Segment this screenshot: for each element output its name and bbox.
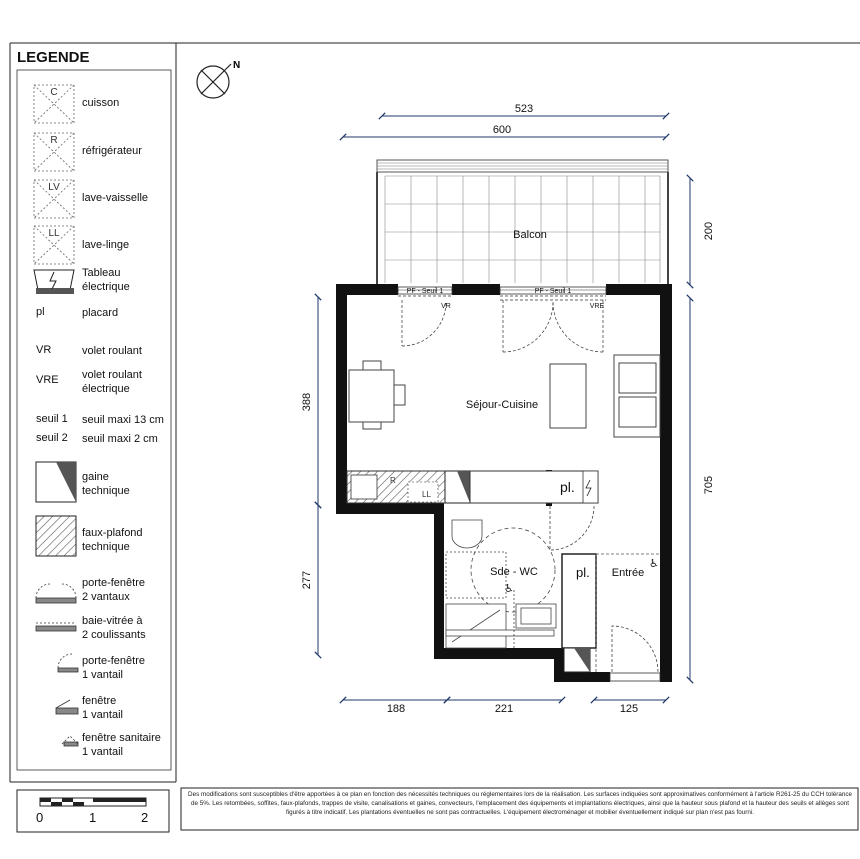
- dim-left-upper: 388: [301, 392, 313, 412]
- kitchen-duct: [445, 471, 470, 503]
- pf-right-label: PF - Seuil 1: [534, 288, 572, 295]
- dim-top-inner: 523: [514, 103, 534, 115]
- dim-right-main: 705: [703, 475, 715, 495]
- room-bath: Sde - WC: [490, 566, 538, 578]
- bathroom-window-icon: [62, 736, 78, 746]
- legend-code-vre: VRE: [36, 374, 59, 386]
- legend-code-ll: LL: [48, 228, 60, 239]
- vr-label: VR: [441, 303, 451, 310]
- scale-bar: [40, 798, 146, 806]
- compass-letter: N: [233, 60, 241, 71]
- room-entry: Entrée: [611, 567, 645, 579]
- legend-baie-vitree: baie-vitrée à 2 coulissants: [82, 615, 146, 641]
- kitchen-cupboard: [470, 471, 598, 503]
- svg-text:♿: ♿: [649, 557, 659, 570]
- legend-volet-roulant-electrique: volet roulant électrique: [82, 369, 142, 395]
- dim-bottom-1: 188: [386, 703, 406, 715]
- compass-icon: [197, 64, 231, 98]
- legend-porte-fenetre-2: porte-fenêtre 2 vantaux: [82, 577, 145, 603]
- kitchen-r-label: R: [390, 476, 396, 485]
- sliding-bay-icon: [36, 623, 76, 631]
- svg-text:♿: ♿: [504, 582, 514, 595]
- room-balcony: Balcon: [513, 229, 547, 241]
- legend-code-seuil-2: seuil 2: [36, 432, 68, 444]
- legend-code-lv: LV: [48, 182, 60, 193]
- legend-code-vr: VR: [36, 344, 52, 356]
- furniture: [349, 355, 660, 437]
- balcony: [377, 160, 668, 285]
- windows-top: [398, 287, 606, 352]
- dim-bottom-2: 221: [494, 703, 514, 715]
- legend-seuil-1: seuil maxi 13 cm: [82, 414, 164, 426]
- window-1-leaf-icon: [56, 700, 78, 714]
- legend-cuisson: cuisson: [82, 97, 120, 109]
- legend-tableau-electrique: Tableau électrique: [82, 267, 130, 293]
- legend-placard: placard: [82, 307, 119, 319]
- legend-volet-roulant: volet roulant: [82, 345, 142, 357]
- french-window-1-leaf-icon: [58, 654, 78, 672]
- scale-label-1: 1: [89, 810, 97, 825]
- legend-code-seuil-1: seuil 1: [36, 413, 68, 425]
- legend-fenetre-sanitaire: fenêtre sanitaire 1 vantail: [82, 732, 161, 758]
- legend-code-pl: pl: [36, 306, 45, 318]
- legend-seuil-2: seuil maxi 2 cm: [82, 433, 158, 445]
- false-ceiling-icon: [36, 516, 76, 556]
- french-window-2-leaves-icon: [36, 584, 76, 603]
- dim-bottom-3: 125: [619, 703, 639, 715]
- legend-refrigerateur: réfrigérateur: [82, 145, 142, 157]
- room-living: Séjour-Cuisine: [465, 399, 539, 411]
- electrical-panel-icon: [34, 270, 74, 294]
- pf-left-label: PF - Seuil 1: [406, 288, 444, 295]
- pl-entry-label: pl.: [576, 565, 590, 580]
- dim-top-outer: 600: [492, 124, 512, 136]
- legend-lave-vaisselle: lave-vaisselle: [82, 192, 149, 204]
- legend-fenetre-1: fenêtre 1 vantail: [82, 695, 123, 721]
- scale-label-2: 2: [141, 810, 149, 825]
- legend-code-c: C: [50, 87, 58, 98]
- dim-right-balcony: 200: [703, 221, 715, 241]
- legend-title: LEGENDE: [17, 49, 90, 66]
- legend-faux-plafond: faux-plafond technique: [82, 527, 143, 553]
- legend-porte-fenetre-1: porte-fenêtre 1 vantail: [82, 655, 145, 681]
- legend-code-r: R: [50, 135, 58, 146]
- duct-icon: [36, 462, 76, 502]
- vre-label: VRE: [589, 303, 605, 310]
- legend-gaine-technique: gaine technique: [82, 471, 130, 497]
- scale-label-0: 0: [36, 810, 44, 825]
- kitchen-ll-label: LL: [422, 490, 431, 499]
- dim-left-lower: 277: [301, 570, 313, 590]
- interior-door-swing: [550, 506, 594, 550]
- disclaimer-note: Des modifications sont susceptibles d'être apportées à ce plan en fonction des nécessités techniques ou réglementaires lors de la réalisation. Les surfaces indiquées sont approximatives conformément à l'article R261-25 du CCH tolérance de 5%. Les retombées, soffites, faux-plafonds, trappes de visite, canalisations et gaines, convecteurs, l'emplacement des équipements et implantations électriques, ainsi que la hauteur sous plafond et la hauteur des seuils et allèges sont figurés à titre indicatif. Les plantations éventuelles ne sont pas contractuelles. L'équipement électroménager et mobilier éventuellement indiqué sur plan n'est pas fourni.: [188, 791, 852, 816]
- legend-code-labels: [48, 87, 60, 239]
- pl-kitchen-label: pl.: [560, 479, 575, 495]
- bathroom: [446, 520, 556, 648]
- legend-lave-linge: lave-linge: [82, 239, 130, 251]
